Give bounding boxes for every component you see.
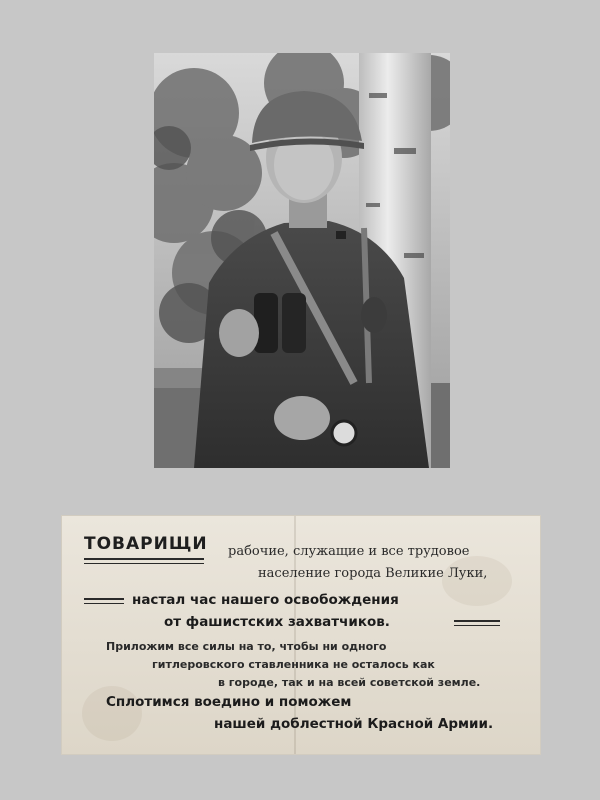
line-rule	[454, 625, 500, 626]
leaflet-heading: ТОВАРИЩИ	[84, 534, 208, 554]
line-rule	[84, 598, 124, 600]
line-rule	[84, 603, 124, 604]
soldier-photo-drawing	[154, 53, 450, 468]
leaflet-line-6: гитлеровского ставленника не осталось как	[152, 658, 435, 671]
leaflet-line-4: от фашистских захватчиков.	[164, 614, 390, 630]
leaflet-line-7: в городе, так и на всей советской земле.	[218, 676, 481, 689]
propaganda-leaflet	[62, 516, 540, 754]
heading-rule	[84, 558, 204, 560]
line-rule	[454, 620, 500, 622]
leaflet-line-8: Сплотимся воедино и поможем	[106, 694, 352, 710]
leaflet-line-1: рабочие, служащие и все трудовое	[228, 544, 470, 559]
soldier-photo	[154, 53, 450, 468]
heading-rule	[84, 563, 204, 564]
leaflet-line-9: нашей доблестной Красной Армии.	[214, 716, 494, 732]
leaflet-line-3: настал час нашего освобождения	[132, 592, 399, 608]
paper-stain	[442, 556, 512, 606]
leaflet-line-2: население города Великие Луки,	[258, 566, 488, 581]
leaflet-line-5: Приложим все силы на то, чтобы ни одного	[106, 640, 387, 653]
